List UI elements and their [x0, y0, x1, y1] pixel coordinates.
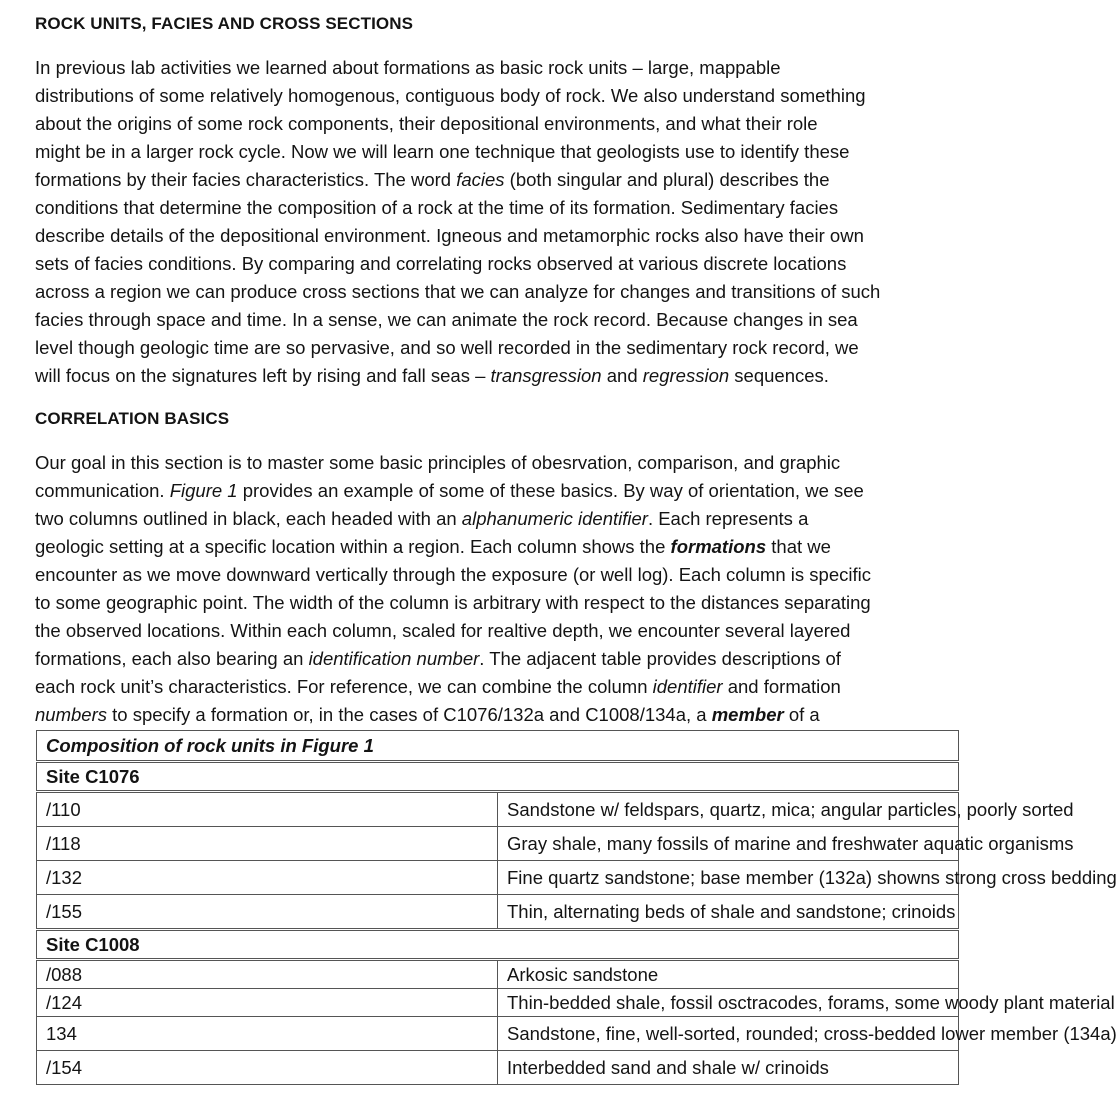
paragraph-line — [35, 334, 935, 362]
table-row — [37, 895, 959, 930]
text-run: and formation — [722, 676, 841, 697]
unit-description: Gray shale, many fossils of marine and freshwater aquatic organisms — [498, 827, 959, 861]
unit-code: /110 — [37, 792, 498, 827]
bold-italic-term: formations — [670, 536, 767, 557]
paragraph-line — [35, 533, 935, 561]
site-header-row — [37, 762, 959, 792]
text-run: conditions that determine the composition of a rock at the time of its formation. Sedimentary facies — [35, 197, 839, 218]
text-run: describe details of the depositional environment. Igneous and metamorphic rocks also have their own — [35, 225, 864, 246]
text-run: provides an example of some of these basics. By way of orientation, we see — [237, 480, 864, 501]
paragraph-line — [35, 561, 935, 589]
text-run: of a — [783, 704, 820, 725]
site-label: Site C1076 — [37, 762, 959, 792]
italic-term: identifier — [652, 676, 723, 697]
paragraph-line — [35, 110, 935, 138]
text-run: sets of facies conditions. By comparing and correlating rocks observed at various discrete locations — [35, 253, 847, 274]
site-label: Site C1008 — [37, 930, 959, 960]
table-row — [37, 989, 959, 1017]
paragraph-line — [35, 673, 935, 701]
paragraph-line — [35, 589, 935, 617]
table-row — [37, 1051, 959, 1085]
text-run: about the origins of some rock components, their depositional environments, and what their role — [35, 113, 818, 134]
text-run: facies through space and time. In a sense, we can animate the rock record. Because changes in sea — [35, 309, 858, 330]
unit-code: /155 — [37, 895, 498, 930]
table-caption-row — [37, 731, 959, 762]
text-run: geologic setting at a specific location within a region. Each column shows the — [35, 536, 671, 557]
italic-term: alphanumeric identifier — [461, 508, 648, 529]
text-run: level though geologic time are so pervasive, and so well recorded in the sedimentary rock record, we — [35, 337, 859, 358]
text-run: (both singular and plural) describes the — [504, 169, 830, 190]
section-heading-correlation-basics: CORRELATION BASICS — [35, 409, 230, 428]
unit-code: 134 — [37, 1017, 498, 1051]
text-run: formations by their facies characteristics. The word — [35, 169, 457, 190]
italic-term: Figure 1 — [169, 480, 238, 501]
paragraph-line — [35, 306, 935, 334]
unit-code: /124 — [37, 989, 498, 1017]
italic-term: numbers — [35, 704, 107, 725]
text-run: distributions of some relatively homogenous, contiguous body of rock. We also understand something — [35, 85, 866, 106]
text-run: across a region we can produce cross sections that we can analyze for changes and transitions of such — [35, 281, 881, 302]
section-heading-rock-units: ROCK UNITS, FACIES AND CROSS SECTIONS — [35, 14, 414, 33]
table-row — [37, 827, 959, 861]
paragraph-line — [35, 250, 935, 278]
unit-description: Fine quartz sandstone; base member (132a) showns strong cross bedding — [498, 861, 959, 895]
text-run: formations, each also bearing an — [35, 648, 309, 669]
text-run: might be in a larger rock cycle. Now we will learn one technique that geologists use to identify these — [35, 141, 850, 162]
bold-italic-term: member — [711, 704, 784, 725]
intro-paragraph — [35, 54, 935, 390]
table-row — [37, 960, 959, 989]
table-row — [37, 861, 959, 895]
text-run: sequences. — [729, 365, 829, 386]
text-run: encounter as we move downward vertically through the exposure (or well log). Each column is specific — [35, 564, 871, 585]
text-run: . Each represents a — [647, 508, 809, 529]
unit-code: /088 — [37, 960, 498, 989]
text-run: the observed locations. Within each column, scaled for realtive depth, we encounter several layered — [35, 620, 851, 641]
paragraph-line — [35, 166, 935, 194]
unit-description: Arkosic sandstone — [498, 960, 959, 989]
unit-description: Thin-bedded shale, fossil osctracodes, forams, some woody plant material — [498, 989, 959, 1017]
paragraph-line — [35, 645, 935, 673]
paragraph-line — [35, 278, 935, 306]
text-run: communication. — [35, 480, 170, 501]
unit-code: /118 — [37, 827, 498, 861]
unit-description: Thin, alternating beds of shale and sandstone; crinoids — [498, 895, 959, 930]
table-row — [37, 792, 959, 827]
rock-units-table — [36, 730, 1117, 1085]
paragraph-line — [35, 449, 935, 477]
correlation-paragraph — [35, 449, 935, 729]
unit-description: Interbedded sand and shale w/ crinoids — [498, 1051, 959, 1085]
italic-term: transgression — [490, 365, 602, 386]
paragraph-line — [35, 477, 935, 505]
italic-term: regression — [642, 365, 730, 386]
text-run: will focus on the signatures left by rising and fall seas – — [35, 365, 491, 386]
paragraph-line — [35, 82, 935, 110]
site-header-row — [37, 930, 959, 960]
text-run: to some geographic point. The width of the column is arbitrary with respect to the distances separating — [35, 592, 871, 613]
paragraph-line — [35, 54, 935, 82]
paragraph-line — [35, 138, 935, 166]
text-run: to specify a formation or, in the cases of C1076/132a and C1008/134a, a — [106, 704, 712, 725]
unit-description: Sandstone, fine, well-sorted, rounded; cross-bedded lower member (134a) — [498, 1017, 959, 1051]
paragraph-line — [35, 362, 935, 390]
text-run: . The adjacent table provides descriptions of — [479, 648, 841, 669]
unit-code: /132 — [37, 861, 498, 895]
text-run: Our goal in this section is to master some basic principles of obesrvation, comparison, and graphic — [35, 452, 841, 473]
paragraph-line — [35, 505, 935, 533]
unit-code: /154 — [37, 1051, 498, 1085]
paragraph-line — [35, 701, 935, 729]
table-row — [37, 1017, 959, 1051]
bold-term — [671, 536, 767, 557]
text-run: two columns outlined in black, each headed with an — [35, 508, 462, 529]
italic-term: identification number — [308, 648, 480, 669]
paragraph-line — [35, 222, 935, 250]
text-run: In previous lab activities we learned about formations as basic rock units – large, mappable — [35, 57, 781, 78]
text-run: each rock unit’s characteristics. For reference, we can combine the column — [35, 676, 653, 697]
italic-term: facies — [456, 169, 505, 190]
table-caption: Composition of rock units in Figure 1 — [37, 731, 959, 762]
text-run: that we — [766, 536, 831, 557]
bold-term — [712, 704, 784, 725]
unit-description: Sandstone w/ feldspars, quartz, mica; angular particles, poorly sorted — [498, 792, 959, 827]
paragraph-line — [35, 617, 935, 645]
text-run: and — [601, 365, 643, 386]
paragraph-line — [35, 194, 935, 222]
